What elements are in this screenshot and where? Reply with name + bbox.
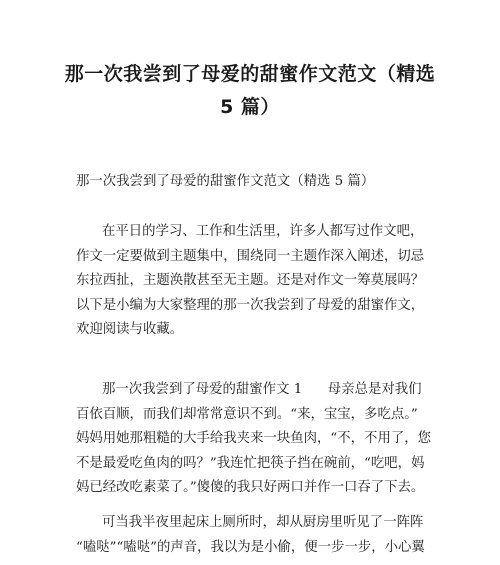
document-subtitle: 那一次我尝到了母爱的甜蜜作文范文（精选 5 篇） [76, 174, 375, 189]
intro-line: 东拉西扯，主题涣散甚至无主题。还是对作文一筹莫展吗？ [76, 273, 425, 288]
intro-line: 以下是小编为大家整理的那一次我尝到了母爱的甜蜜作文， [76, 297, 425, 313]
intro-paragraph [76, 220, 432, 343]
essay-line: 那一次我尝到了母爱的甜蜜作文 1 母亲总是对我们 [102, 382, 422, 397]
essay-line: 百依百顺，而我们却常常意识不到。“来，宝宝，多吃点。” [76, 406, 418, 422]
essay-line: 妈妈用她那粗糙的大手给我夹来一块鱼肉，“不，不用了，您 [76, 431, 431, 446]
intro-line: 在平日的学习、工作和生活里，许多人都写过作文吧， [102, 224, 424, 239]
document-title [40, 58, 460, 124]
document-title-line-2: 5 篇） [220, 96, 280, 118]
essay-1-paragraph [76, 378, 432, 501]
essay-line: 不是最爱吃鱼肉的吗？”我连忙把筷子挡在碗前，“吃吧，妈 [76, 455, 425, 471]
essay-line: 可当我半夜里起床上厕所时，却从厨房里听见了一阵阵 [102, 515, 424, 530]
document-title-line-1: 那一次我尝到了母爱的甜蜜作文范文（精选 [64, 63, 436, 85]
intro-line: 欢迎阅读与收藏。 [76, 322, 184, 337]
intro-line: 作文一定要做到主题集中，围绕同一主题作深入阐述，切忌 [76, 248, 425, 264]
essay-line: 妈已经改吃素菜了。”傻傻的我只好两口并作一口吞了下去。 [76, 480, 425, 495]
essay-line: “嗑哒”“嗑哒”的声音，我以为是小偷，便一步一步，小心翼 [76, 539, 425, 555]
essay-1-continued-paragraph [76, 511, 432, 560]
